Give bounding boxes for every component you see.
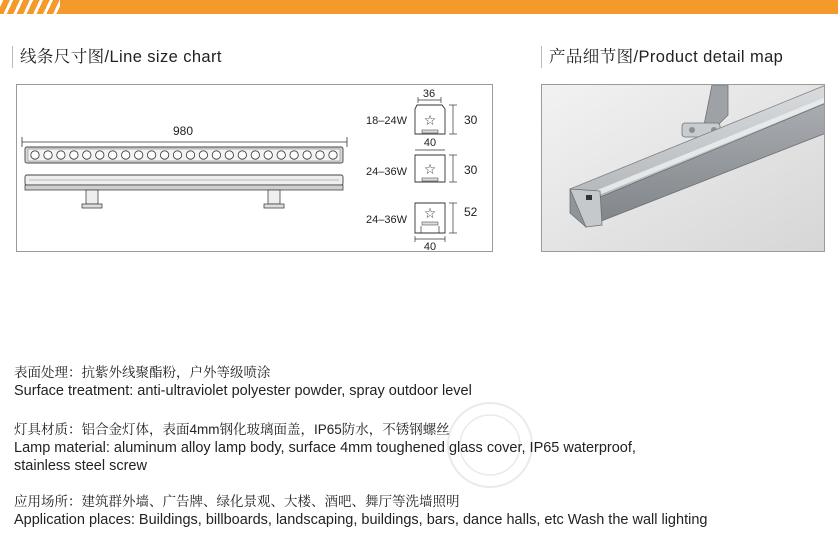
product-render [542, 85, 825, 252]
dimension-drawing [17, 85, 492, 251]
led-dot [277, 151, 285, 159]
decorative-stripes [0, 0, 60, 14]
lamp-material-cn: 灯具材质：铝合金灯体，表面4mm钢化玻璃面盖，IP65防水，不锈钢螺丝 [14, 422, 450, 437]
surface-treatment-en: Surface treatment: anti-ultraviolet polyester powder, spray outdoor level [14, 383, 472, 399]
product-detail-panel [541, 84, 825, 252]
svg-text:☆: ☆ [423, 205, 437, 221]
svg-text:☆: ☆ [423, 161, 437, 177]
led-dot [83, 151, 91, 159]
height-row-1: 30 [464, 113, 478, 127]
led-dot [160, 151, 168, 159]
length-label: 980 [172, 124, 194, 138]
line-size-chart-panel [16, 84, 493, 252]
height-row-3: 52 [464, 205, 478, 219]
led-dot [225, 151, 233, 159]
led-dot [147, 151, 155, 159]
power-row-1: 18–24W [366, 115, 407, 127]
profile-section-2 [415, 155, 445, 182]
profile-section-3 [415, 203, 445, 233]
product-detail-title: 产品细节图/Product detail map [541, 46, 783, 68]
surface-treatment-cn: 表面处理：抗紫外线聚酯粉，户外等级喷涂 [14, 365, 271, 380]
led-dot [57, 151, 65, 159]
lamp-material-en: Lamp material: aluminum alloy lamp body, surface 4mm toughened glass cover, IP65 waterproof, [14, 440, 636, 456]
led-dot [303, 151, 311, 159]
led-dot [329, 151, 337, 159]
profile-section-1 [415, 105, 445, 134]
led-dot [96, 151, 104, 159]
led-dot [31, 151, 39, 159]
led-dot [173, 151, 181, 159]
lamp-material-en-cont: stainless steel screw [14, 458, 147, 474]
line-size-chart-title: 线条尺寸图/Line size chart [12, 46, 222, 68]
led-dot [186, 151, 194, 159]
svg-text:☆: ☆ [423, 112, 437, 128]
led-dot [238, 151, 246, 159]
application-cn: 应用场所：建筑群外墙、广告牌、绿化景观、大楼、酒吧、舞厅等洗墙照明 [14, 494, 460, 509]
top-accent-bar [0, 0, 838, 14]
led-dot [251, 151, 259, 159]
application-en: Application places: Buildings, billboards, landscaping, buildings, bars, dance halls, etc Wash the wall lighting [14, 512, 708, 528]
led-dot [212, 151, 220, 159]
profile-width-label: 40 [423, 137, 437, 149]
led-dot [70, 151, 78, 159]
led-dot [122, 151, 130, 159]
led-dot [264, 151, 272, 159]
bottom-width-label: 40 [423, 241, 437, 251]
power-row-2: 24–36W [366, 166, 407, 178]
led-dot [199, 151, 207, 159]
led-dot [44, 151, 52, 159]
led-dot [109, 151, 117, 159]
led-dot [135, 151, 143, 159]
mounting-bracket-left [82, 190, 102, 208]
mounting-bracket-right [264, 190, 284, 208]
profile-top-width: 36 [422, 88, 436, 100]
led-dot [316, 151, 324, 159]
power-row-3: 24–36W [366, 214, 407, 226]
led-dot [290, 151, 298, 159]
height-row-2: 30 [464, 163, 478, 177]
